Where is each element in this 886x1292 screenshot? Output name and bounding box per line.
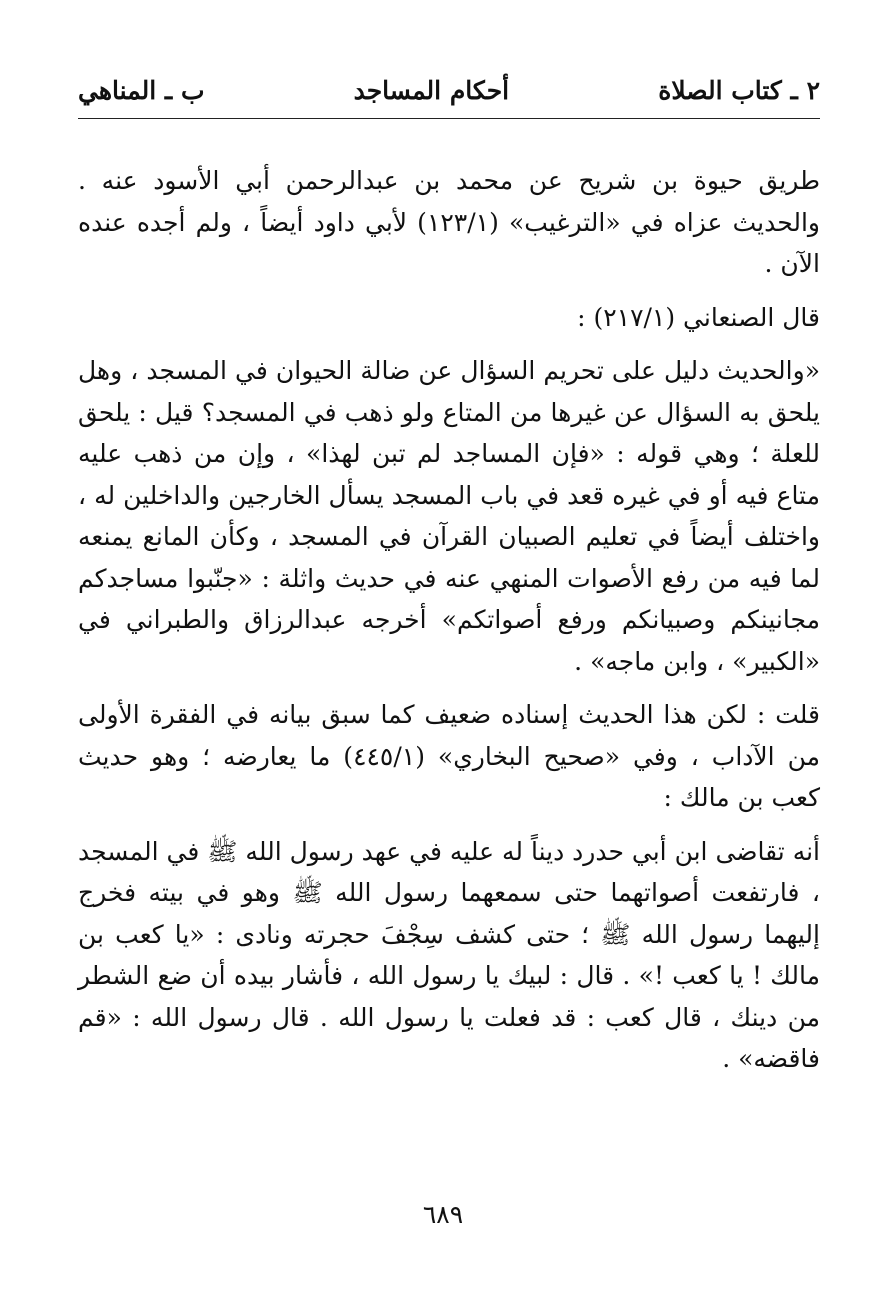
paragraph-1: طريق حيوة بن شريح عن محمد بن عبدالرحمن أبي الأسود عنه . والحديث عزاه في «الترغيب» (١٢٣/١) لأبي داود أيضاً ، ولم أجده عنده الآن . [78,166,820,278]
header-section-title: أحكام المساجد [353,75,510,105]
header-rule [78,118,820,119]
running-header [78,70,820,110]
paragraph-5-hadith: أنه تقاضى ابن أبي حدرد ديناً له عليه في عهد رسول الله ﷺ في المسجد ، فارتفعت أصواتهما حتى سمعهما رسول الله ﷺ وهو في بيته فخرج إليهما رسول الله ﷺ ؛ حتى كشف سِجْفَ حجرته ونادى : «يا كعب بن مالك ! يا كعب !» . قال : لبيك يا رسول الله ، فأشار بيده أن ضع الشطر من دينك ، قال كعب : قد فعلت يا رسول الله . قال رسول الله : «قم فاقضه» . [78,836,820,1073]
paragraph-2: قال الصنعاني (٢١٧/١) : [577,302,820,332]
header-subsection-title: ب ـ المناهي [78,75,205,105]
paragraph-4: قلت : لكن هذا الحديث إسناده ضعيف كما سبق بيانه في الفقرة الأولى من الآداب ، وفي «صحيح البخاري» (٤٤٥/١) ما يعارضه ؛ وهو حديث كعب بن مالك : [78,700,820,812]
body-text [78,160,820,1092]
page-number: ٦٨٩ [422,1200,464,1229]
header-chapter-title: ٢ ـ كتاب الصلاة [658,75,820,105]
paragraph-3-quote: «والحديث دليل على تحريم السؤال عن ضالة الحيوان في المسجد ، وهل يلحق به السؤال عن غيرها من المتاع ولو ذهب في المسجد؟ قيل : يلحق للعلة ؛ وهي قوله : «فإن المساجد لم تبن لهذا» ، وإن من ذهب عليه متاع فيه أو في غيره قعد في باب المسجد يسأل الخارجين والداخلين له ، واختلف أيضاً في تعليم الصبيان القرآن في المسجد ، وكأن المانع يمنعه لما فيه من رفع الأصوات المنهي عنه في حديث واثلة : «جنّبوا مساجدكم مجانينكم وصبيانكم ورفع أصواتكم» أخرجه عبدالرزاق والطبراني في «الكبير» ، وابن ماجه» . [78,356,820,676]
